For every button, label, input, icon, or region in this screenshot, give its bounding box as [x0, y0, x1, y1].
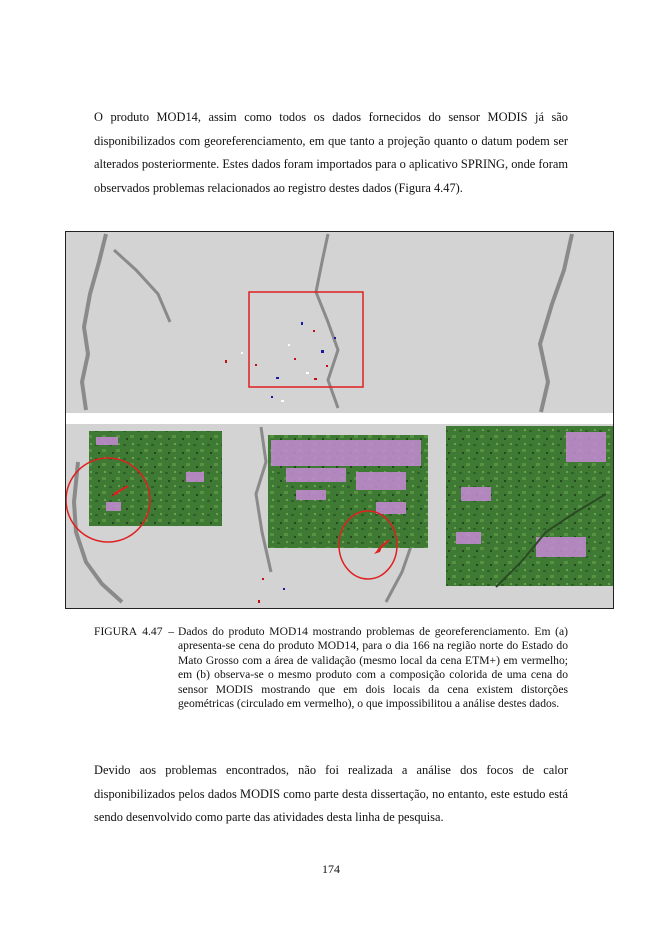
body-paragraph-2: Devido aos problemas encontrados, não foi realizada a análise dos focos de calor disponibilizados pelos dados MODIS como parte desta dissertação, no entanto, este estudo está sendo desenvolvido como parte das atividades desta linha de pesquisa.	[94, 763, 568, 825]
panel-a	[66, 232, 613, 413]
body-paragraph-1: O produto MOD14, assim como todos os dados fornecidos do sensor MODIS já são disponibilizados com georeferenciamento, em que tanto a projeção quanto o datum podem ser alterados posteriormente. Estes dados foram importados para o aplicativo SPRING, onde foram observados problemas relacionados ao registro destes dados (Figura 4.47).	[94, 110, 568, 195]
caption-text: Dados do produto MOD14 mostrando problemas de georeferenciamento. Em (a) apresenta-se cena do produto MOD14, para o dia 166 na região norte do Estado do Mato Grosso com a área de validação (mesmo local da cena ETM+) em vermelho; em (b) observa-se o mesmo produto com a composição colorida de uma cena do sensor MODIS mostrando que em dois locais da cena existem distorções geométricas (circulado em vermelho), o que impossibilitou a análise destes dados.	[178, 625, 568, 711]
page-number: 174	[322, 862, 340, 876]
caption-label: FIGURA 4.47 –	[94, 625, 174, 638]
figure-image	[66, 232, 613, 608]
figure-caption	[94, 625, 568, 711]
panel-separator	[66, 413, 613, 424]
panel-b	[66, 424, 613, 608]
figure-4-47	[65, 231, 614, 609]
